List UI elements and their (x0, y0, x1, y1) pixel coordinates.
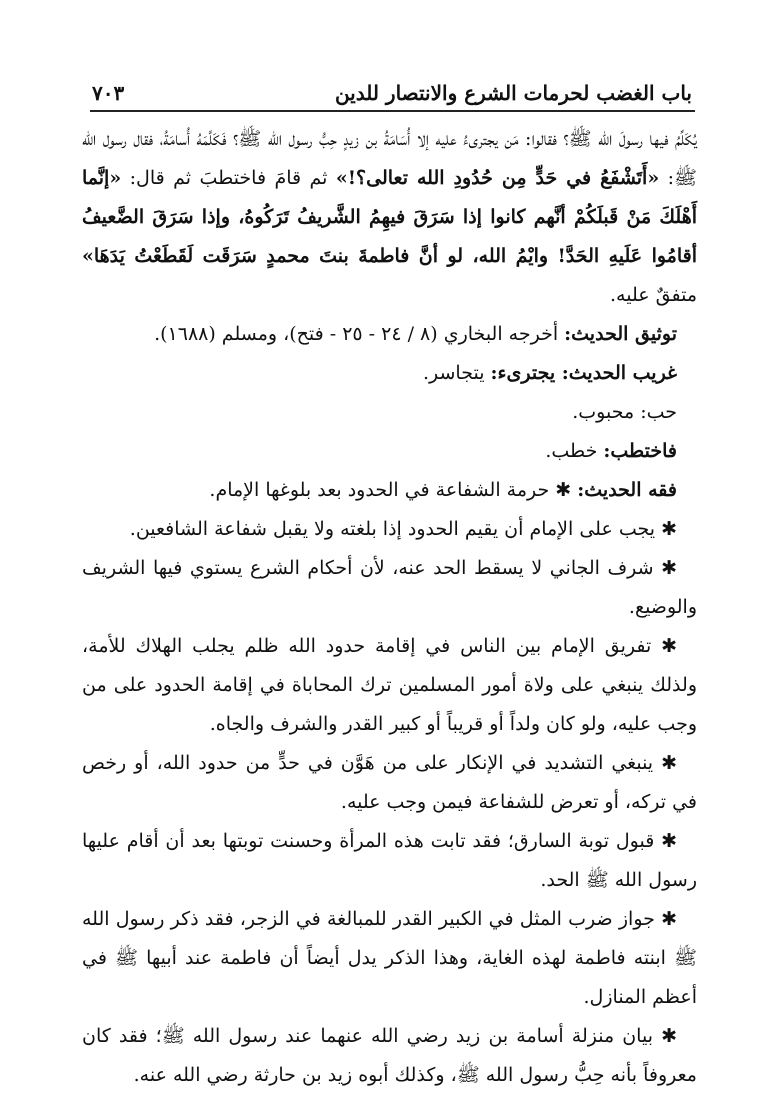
gharib-text: يتجاسر. (422, 362, 491, 384)
hadith-part3: متفقٌ عليه. (610, 284, 697, 306)
fiqh-bullet: ✱ شرف الجاني لا يسقط الحد عنه، لأن أحكام الشرع يستوي فيها الشريف والوضيع. (82, 557, 697, 618)
fiqh-first: ✱ حرمة الشفاعة في الحدود بعد بلوغها الإمام. (209, 479, 578, 501)
fiqh-bullet: ✱ تفريق الإمام بين الناس في إقامة حدود الله ظلم يجلب الهلاك للأمة، ولذلك ينبغي على ولاة أمور المسلمين ترك المحاباة في إقامة الحدود على من وجب عليه، ولو كان ولداً أو قريباً أو كبير القدر والشرف والجاه. (82, 635, 697, 735)
hibb-word: حب: (640, 401, 677, 423)
hadith-quote-1: «أَتَشْفَعُ في حَدٍّ مِن حُدُودِ الله تعالى؟!» (335, 167, 660, 189)
fiqh-bullet: ✱ جواز ضرب المثل في الكبير القدر للمبالغة في الزجر، فقد ذكر رسول الله ﷺ ابنته فاطمة لهذه الغاية، وهذا الذكر يدل أيضاً أن فاطمة عند أبيها ﷺ في أعظم المنازل. (82, 908, 697, 1008)
page-header (92, 78, 692, 108)
gharib-word: يجترىء: (490, 362, 562, 384)
gharib-line (82, 354, 697, 393)
fiqh-bullet: ✱ بيان منزلة أسامة بن زيد رضي الله عنهما عند رسول الله ﷺ؛ فقد كان معروفاً بأنه حِبُّ رسول الله ﷺ، وكذلك أبوه زيد بن حارثة رضي الله عنه. (82, 1025, 697, 1086)
ikhtatab-text: خطب. (545, 440, 604, 462)
takhrij-line (82, 315, 697, 354)
chapter-title: باب الغضب لحرمات الشرع والانتصار للدين (334, 81, 692, 105)
hibb-text: محبوب. (572, 401, 641, 423)
hadith-quote-2: «إنَّما أَهْلَكَ مَنْ قَبلَكُمْ أنَّهم كانوا إذا سَرَقَ فيهِمُ الشَّريفُ تَرَكُوهُ، وإذا سَرَقَ الضَّعيفُ أقامُوا عَلَيهِ الحَدَّ! وايْمُ الله، لو أنَّ فاطمةَ بنتَ محمدٍ سَرَقَت لَقَطَعْتُ يَدَهَا» (82, 167, 697, 267)
gharib-label: غريب الحديث: (561, 362, 677, 384)
hadith-part2: ثم قامَ فاختطبَ ثم قال: (121, 167, 336, 189)
fiqh-bullet: ✱ ينبغي التشديد في الإنكار على من هَوَّن في حدٍّ من حدود الله، أو رخص في تركه، أو تعرض للشفاعة فيمن وجب عليه. (82, 752, 697, 813)
takhrij-text: أخرجه البخاري (٨ / ٢٤ - ٢٥ - فتح)، ومسلم (١٦٨٨). (154, 323, 565, 345)
ikhtatab-word: فاختطب: (603, 440, 677, 462)
hadith-text (82, 120, 697, 315)
fiqh-line (82, 471, 697, 510)
fiqh-label: فقه الحديث: (577, 479, 677, 501)
fiqh-bullet: ✱ قبول توبة السارق؛ فقد تابت هذه المرأة وحسنت توبتها بعد أن أقام عليها رسول الله ﷺ الحد. (82, 830, 697, 891)
page-body (82, 120, 697, 1095)
ikhtatab-line (82, 432, 697, 471)
takhrij-label: توثيق الحديث: (564, 323, 677, 345)
fiqh-bullet: ✱ يجب على الإمام أن يقيم الحدود إذا بلغته ولا يقبل شفاعة الشافعين. (129, 518, 677, 540)
page-number: ٧٠٣ (92, 81, 125, 105)
hadith-part1: يُكَلِّمُ فيها رسولَ الله ﷺ؟ فقالوا: مَن يجترىءُ عليه إلا أُسَامَةُ بن زيدٍ حِبُّ رسول الله ﷺ؟ فَكَلَّمَهُ أُسامَةُ، فقال رسول الله ﷺ: (82, 128, 697, 189)
header-divider (90, 110, 695, 112)
hibb-line (82, 393, 697, 432)
